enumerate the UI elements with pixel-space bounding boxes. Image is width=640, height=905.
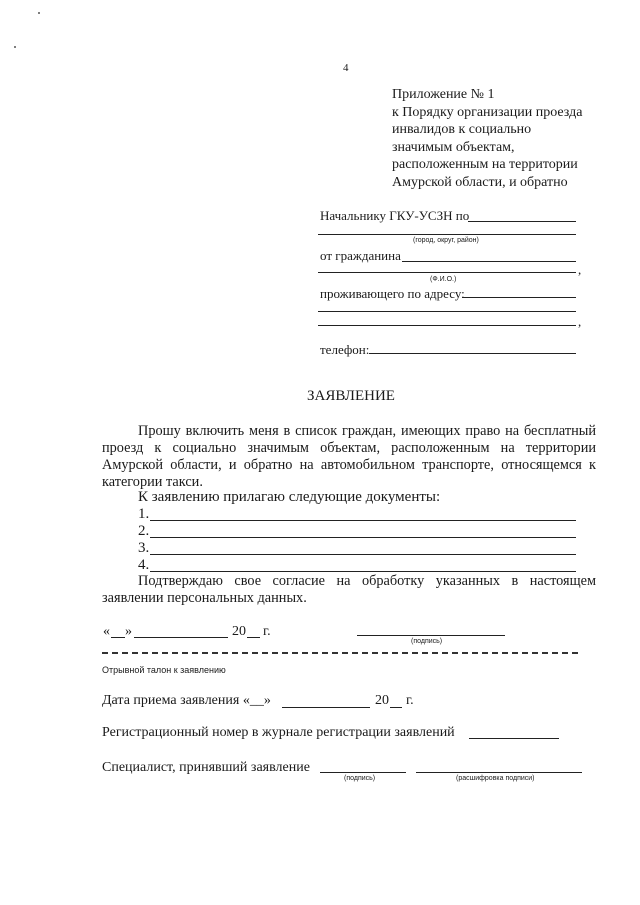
document-item-number: 3. [138, 540, 150, 556]
appendix-line: инвалидов к социально [392, 122, 532, 137]
document-item-field[interactable] [150, 554, 576, 555]
receipt-month-field[interactable] [282, 707, 370, 708]
appendix-line: Приложение № 1 [392, 87, 495, 102]
signature-field[interactable] [357, 635, 505, 636]
signature-caption: (подпись) [411, 638, 443, 645]
tear-off-label: Отрывной талон к заявлению [102, 665, 226, 675]
appendix-line: значимым объектам, [392, 139, 515, 155]
document-item-field[interactable] [150, 571, 576, 572]
scan-speck [14, 46, 16, 48]
addressee-to-field[interactable] [468, 221, 576, 222]
specialist-label: Специалист, принявший заявление [102, 760, 310, 775]
date-month-field[interactable] [134, 637, 228, 638]
specialist-decode-caption: (расшифровка подписи) [456, 775, 535, 782]
request-text: Прошу включить меня в список граждан, имеющих право на бесплатный проезд к социально значимым объектам, расположенным на территории Амурской области, и обратно на автомобильном транспорте, относящемся к категории такси. [102, 423, 596, 490]
tear-off-line [102, 652, 578, 654]
appendix-line: Амурской области, и обратно [392, 174, 568, 190]
from-name-field-2[interactable] [318, 272, 576, 273]
comma: , [578, 262, 582, 277]
address-field-3[interactable] [318, 325, 576, 326]
receipt-date-label: Дата приема заявления «__» [102, 693, 271, 708]
document-item-field[interactable] [150, 520, 576, 521]
receipt-year-prefix: 20 [375, 693, 389, 708]
receipt-year-field[interactable] [390, 707, 402, 708]
specialist-sign-caption: (подпись) [344, 775, 376, 782]
date-quote-open: « [103, 624, 110, 639]
from-label: от гражданина [320, 248, 401, 263]
addressee-region-field[interactable] [318, 234, 576, 235]
date-day-field[interactable] [111, 637, 125, 638]
fio-caption: (Ф.И.О.) [430, 276, 457, 283]
reg-number-field[interactable] [469, 738, 559, 739]
from-name-field[interactable] [402, 261, 576, 262]
phone-label: телефон: [320, 342, 370, 357]
specialist-sign-field[interactable] [320, 772, 406, 773]
date-year-field[interactable] [247, 637, 260, 638]
document-item-number: 1. [138, 506, 150, 522]
receipt-year-suffix: г. [406, 693, 414, 708]
document-item-number: 2. [138, 523, 150, 539]
date-year-suffix: г. [263, 624, 271, 639]
addressee-to-label: Начальнику ГКУ-УСЗН по [320, 208, 470, 223]
appendix-line: расположенным на территории [392, 157, 578, 172]
request-paragraph [102, 423, 596, 491]
date-year-prefix: 20 [232, 624, 246, 639]
appendix-line: к Порядку организации проезда [392, 104, 583, 120]
address-field[interactable] [462, 297, 576, 298]
appendix-block [392, 86, 632, 191]
scan-speck [38, 12, 40, 14]
documents-intro: К заявлению прилагаю следующие документы: [138, 489, 441, 505]
address-label: проживающего по адресу: [320, 286, 465, 301]
document-title: ЗАЯВЛЕНИЕ [307, 388, 395, 404]
page-number: 4 [343, 62, 349, 74]
date-quote-close: » [125, 624, 132, 639]
region-caption: (город, округ, район) [413, 237, 479, 244]
specialist-name-field[interactable] [416, 772, 582, 773]
address-field-2[interactable] [318, 311, 576, 312]
comma: , [578, 314, 582, 329]
phone-field[interactable] [369, 353, 576, 354]
document-item-field[interactable] [150, 537, 576, 538]
consent-paragraph [102, 573, 596, 607]
consent-text: Подтверждаю свое согласие на обработку указанных в настоящем заявлении персональных данных. [102, 573, 596, 606]
document-item-number: 4. [138, 557, 150, 573]
reg-number-label: Регистрационный номер в журнале регистрации заявлений [102, 725, 455, 740]
